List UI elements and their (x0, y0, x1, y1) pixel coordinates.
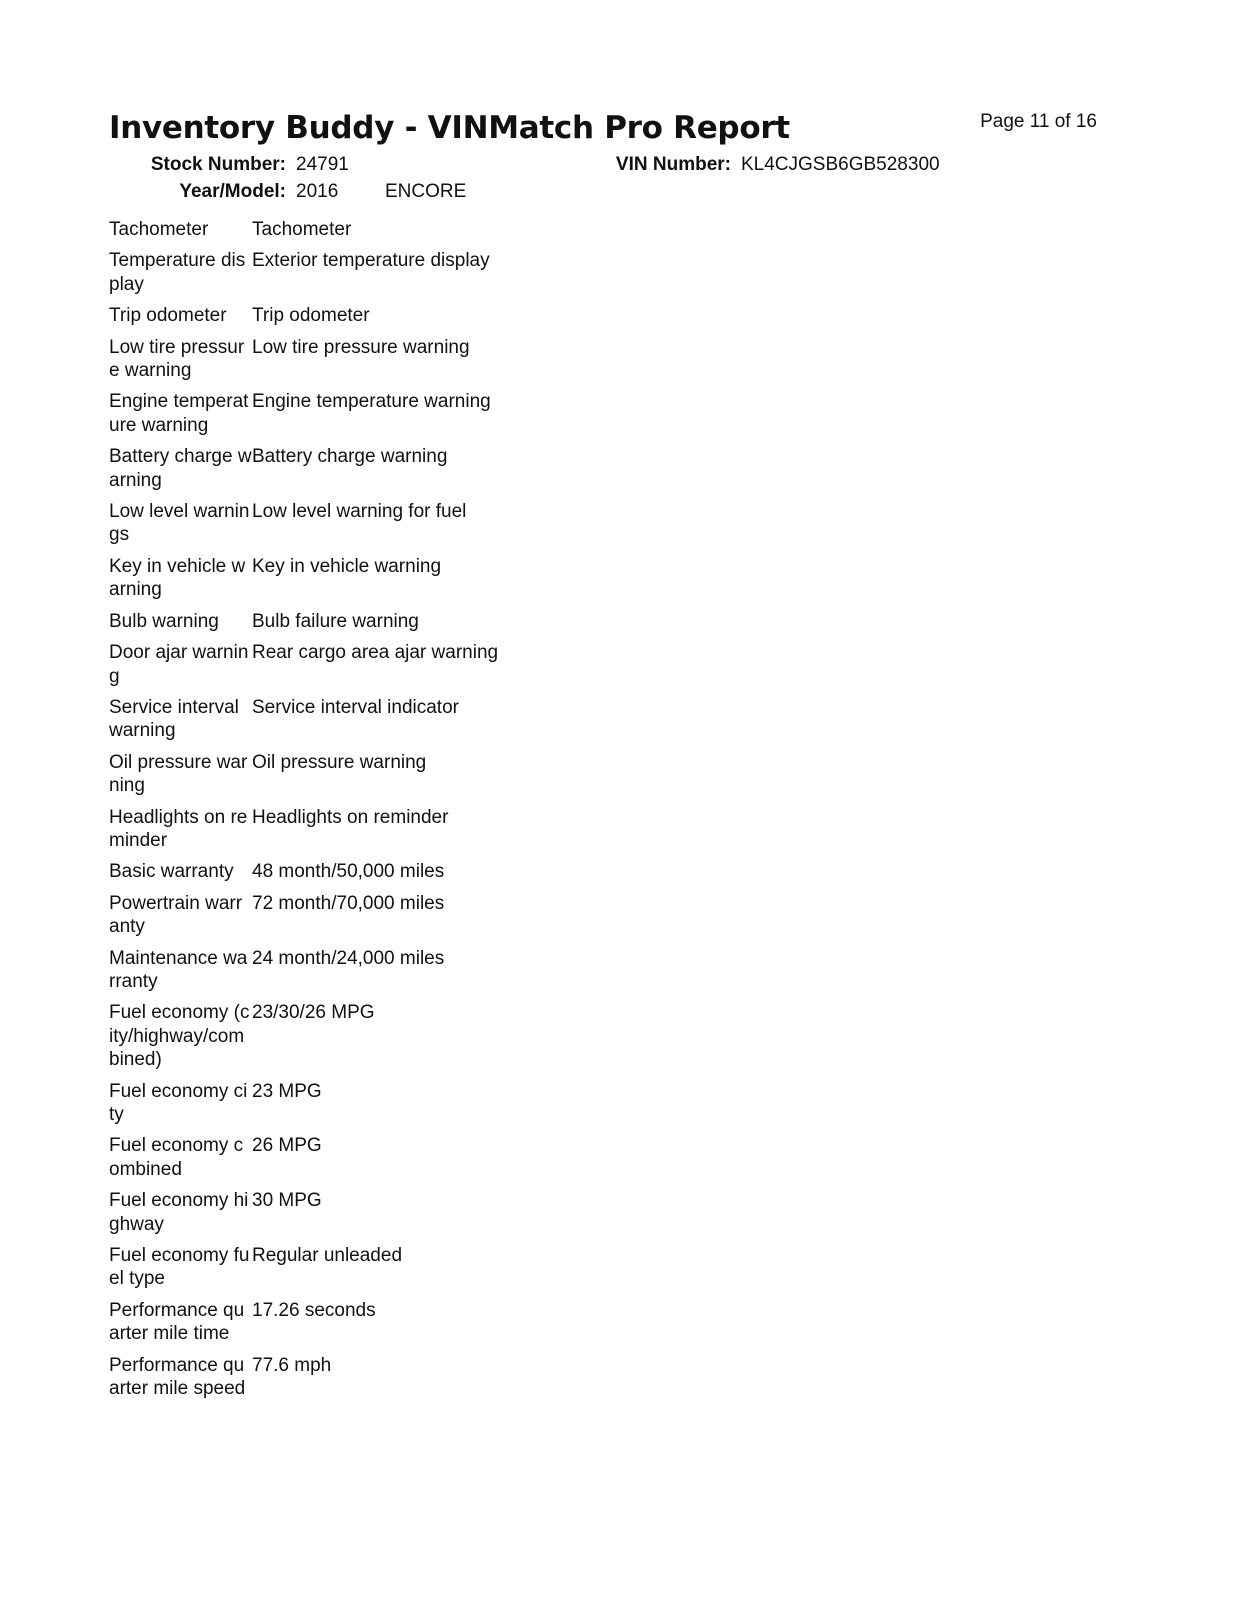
spec-value: Trip odometer (252, 305, 370, 327)
spec-label: Performance quarter mile time (109, 1299, 245, 1345)
spec-value: Battery charge warning (252, 446, 448, 468)
spec-value: 23 MPG (252, 1080, 322, 1102)
year-model-label: Year/Model: (179, 181, 286, 202)
spec-value: Regular unleaded (252, 1245, 403, 1267)
spec-value: 77.6 mph (252, 1354, 332, 1376)
spec-value: Service interval indicator (252, 696, 459, 718)
spec-value: Low tire pressure warning (252, 336, 470, 358)
spec-label: Fuel economy city (109, 1080, 248, 1125)
spec-row (109, 336, 552, 391)
spec-row (109, 610, 552, 641)
spec-value: Engine temperature warning (252, 391, 491, 413)
spec-label: Engine temperature warning (109, 391, 249, 436)
stock-number-label: Stock Number: (150, 154, 286, 175)
spec-label: Service interval warning (109, 696, 239, 742)
spec-row (109, 1244, 552, 1299)
spec-value: 17.26 seconds (252, 1299, 376, 1321)
spec-row (109, 860, 552, 891)
spec-row (109, 806, 552, 861)
spec-row (109, 1354, 552, 1409)
spec-label: Door ajar warning (109, 642, 249, 687)
report-title: Inventory Buddy - VINMatch Pro Report (109, 110, 790, 146)
spec-value: Exterior temperature display (252, 250, 490, 272)
spec-row (109, 1001, 552, 1079)
spec-label: Trip odometer (109, 305, 227, 327)
spec-row (109, 249, 552, 304)
spec-value: Headlights on reminder (252, 806, 449, 828)
spec-row (109, 390, 552, 445)
spec-label: Headlights on reminder (109, 806, 248, 851)
spec-label: Fuel economy highway (109, 1190, 249, 1235)
spec-value: Rear cargo area ajar warning (252, 642, 499, 664)
spec-value: 30 MPG (252, 1190, 322, 1212)
spec-row (109, 892, 552, 947)
spec-row (109, 500, 552, 555)
spec-row (109, 696, 552, 751)
spec-row (109, 751, 552, 806)
spec-value: 48 month/50,000 miles (252, 861, 445, 883)
spec-row (109, 1134, 552, 1189)
vin-label: VIN Number: (615, 154, 731, 175)
spec-row (109, 304, 552, 335)
spec-label: Tachometer (109, 219, 209, 240)
spec-value: Tachometer (252, 219, 352, 240)
spec-label: Oil pressure warning (109, 751, 248, 797)
spec-row (109, 1299, 552, 1354)
spec-label: Low level warnings (109, 501, 250, 546)
spec-label: Temperature display (109, 250, 246, 295)
spec-label: Bulb warning (109, 610, 219, 632)
spec-value: Key in vehicle warning (252, 555, 442, 577)
spec-label: Fuel economy fuel type (109, 1245, 250, 1290)
page-number: Page 11 of 16 (980, 111, 1097, 132)
spec-row (109, 555, 552, 610)
spec-label: Key in vehicle warning (109, 555, 246, 601)
spec-row (109, 641, 552, 696)
spec-label: Low tire pressure warning (109, 336, 245, 382)
spec-value: 23/30/26 MPG (252, 1002, 375, 1024)
spec-label: Basic warranty (109, 861, 234, 883)
spec-row (109, 1189, 552, 1244)
spec-value: Low level warning for fuel (252, 501, 467, 523)
spec-label: Powertrain warranty (109, 892, 243, 938)
spec-row (109, 445, 552, 500)
spec-table (109, 218, 552, 1408)
spec-value: 72 month/70,000 miles (252, 892, 445, 914)
spec-value: Oil pressure warning (252, 751, 427, 773)
spec-label: Performance quarter mile speed (109, 1354, 246, 1400)
spec-row (109, 218, 552, 249)
spec-label: Fuel economy (city/highway/combined) (109, 1002, 250, 1071)
year-value: 2016 (296, 181, 339, 202)
spec-row (109, 947, 552, 1002)
stock-number-value: 24791 (296, 154, 349, 175)
spec-value: Bulb failure warning (252, 610, 419, 632)
model-value: ENCORE (385, 181, 467, 202)
spec-value: 24 month/24,000 miles (252, 947, 445, 969)
spec-label: Battery charge warning (109, 446, 252, 491)
spec-table-body (109, 218, 552, 1408)
spec-row (109, 1080, 552, 1135)
spec-label: Fuel economy combined (109, 1135, 244, 1180)
spec-label: Maintenance warranty (109, 947, 248, 992)
spec-value: 26 MPG (252, 1135, 322, 1157)
vin-value: KL4CJGSB6GB528300 (741, 154, 940, 175)
